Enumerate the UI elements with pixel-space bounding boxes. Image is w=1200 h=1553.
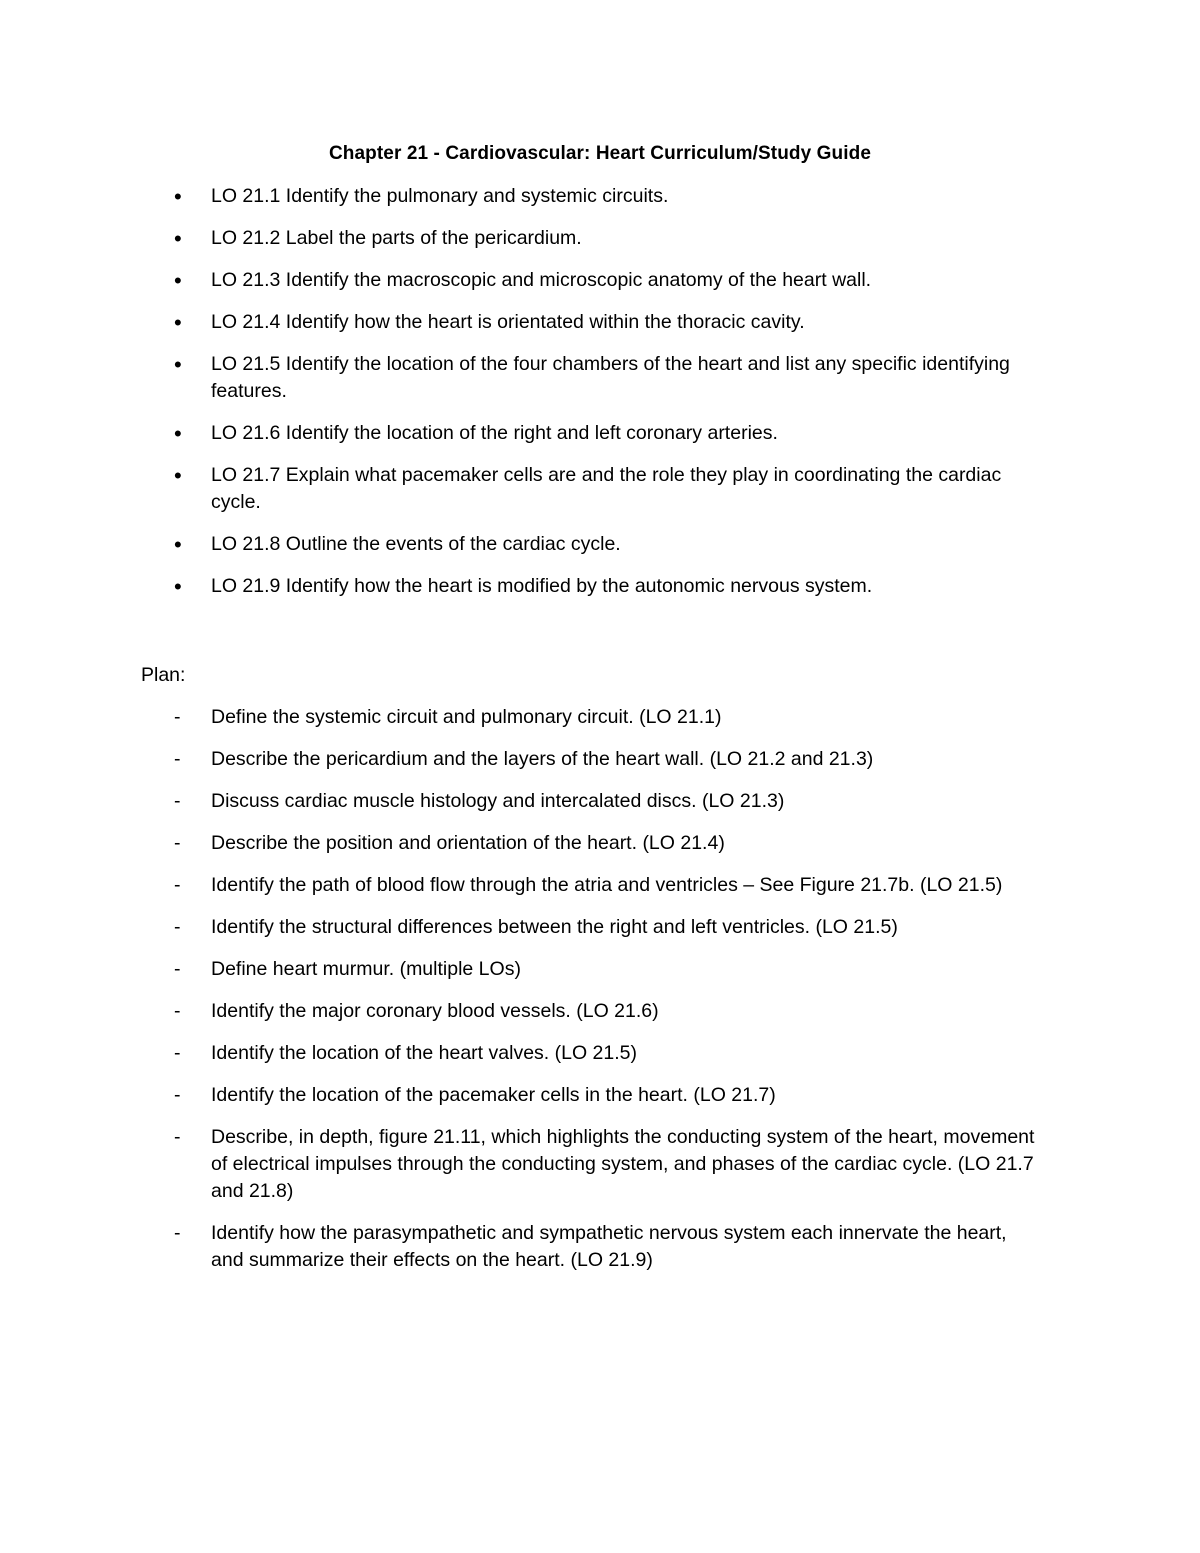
dash-icon: - <box>174 916 181 938</box>
learning-objective-item <box>0 573 1041 600</box>
plan-item <box>0 956 1041 983</box>
plan-item <box>0 1124 1041 1205</box>
learning-objective-text: LO 21.9 Identify how the heart is modified by the autonomic nervous system. <box>211 575 873 597</box>
page-title: Chapter 21 - Cardiovascular: Heart Curriculum/Study Guide <box>328 143 872 164</box>
learning-objective-item <box>0 420 1041 447</box>
learning-objective-item <box>0 351 1041 405</box>
plan-list <box>0 704 1041 1289</box>
bullet-icon: • <box>174 184 182 209</box>
learning-objective-item <box>0 225 1041 252</box>
learning-objective-text: LO 21.8 Outline the events of the cardiac cycle. <box>211 533 621 555</box>
learning-objective-text: LO 21.4 Identify how the heart is orientated within the thoracic cavity. <box>211 311 805 333</box>
plan-item-text: Identify the path of blood flow through the atria and ventricles – See Figure 21.7b. (LO 21.5) <box>211 874 1003 896</box>
learning-objective-text: LO 21.7 Explain what pacemaker cells are and the role they play in coordinating the cardiac cycle. <box>211 464 1002 513</box>
plan-item-text: Identify the location of the heart valves. (LO 21.5) <box>211 1042 637 1064</box>
learning-objective-text: LO 21.3 Identify the macroscopic and microscopic anatomy of the heart wall. <box>211 269 872 291</box>
plan-item <box>0 830 1041 857</box>
learning-objective-item <box>0 531 1041 558</box>
dash-icon: - <box>174 1222 181 1244</box>
plan-item-text: Describe the position and orientation of the heart. (LO 21.4) <box>211 832 725 854</box>
dash-icon: - <box>174 1126 181 1148</box>
bullet-icon: • <box>174 574 182 599</box>
plan-item <box>0 872 1041 899</box>
learning-objective-item <box>0 309 1041 336</box>
plan-item-text: Identify the structural differences between the right and left ventricles. (LO 21.5) <box>211 916 898 938</box>
bullet-icon: • <box>174 463 182 488</box>
learning-objective-text: LO 21.1 Identify the pulmonary and systemic circuits. <box>211 185 669 207</box>
plan-item <box>0 704 1041 731</box>
plan-item <box>0 746 1041 773</box>
dash-icon: - <box>174 1000 181 1022</box>
plan-item-text: Identify the location of the pacemaker cells in the heart. (LO 21.7) <box>211 1084 776 1106</box>
plan-item-text: Identify the major coronary blood vessels. (LO 21.6) <box>211 1000 659 1022</box>
plan-item <box>0 1082 1041 1109</box>
plan-item-text: Identify how the parasympathetic and sympathetic nervous system each innervate the heart, and summarize their effects on the heart. (LO 21.9) <box>211 1222 1007 1271</box>
dash-icon: - <box>174 1042 181 1064</box>
plan-item <box>0 1220 1041 1274</box>
bullet-icon: • <box>174 226 182 251</box>
dash-icon: - <box>174 1084 181 1106</box>
plan-heading: Plan: <box>141 664 186 686</box>
plan-item-text: Define the systemic circuit and pulmonary circuit. (LO 21.1) <box>211 706 722 728</box>
plan-item <box>0 914 1041 941</box>
plan-item <box>0 998 1041 1025</box>
plan-item-text: Describe the pericardium and the layers of the heart wall. (LO 21.2 and 21.3) <box>211 748 874 770</box>
dash-icon: - <box>174 706 181 728</box>
plan-item-text: Define heart murmur. (multiple LOs) <box>211 958 521 980</box>
dash-icon: - <box>174 790 181 812</box>
learning-objective-text: LO 21.2 Label the parts of the pericardium. <box>211 227 582 249</box>
dash-icon: - <box>174 832 181 854</box>
learning-objective-text: LO 21.6 Identify the location of the right and left coronary arteries. <box>211 422 778 444</box>
dash-icon: - <box>174 748 181 770</box>
dash-icon: - <box>174 874 181 896</box>
plan-item <box>0 1040 1041 1067</box>
plan-item-text: Describe, in depth, figure 21.11, which highlights the conducting system of the heart, movement of electrical impulses through the conducting system, and phases of the cardiac cycle. (LO 21.7 and 21.8) <box>211 1126 1035 1202</box>
bullet-icon: • <box>174 268 182 293</box>
plan-item <box>0 788 1041 815</box>
bullet-icon: • <box>174 421 182 446</box>
learning-objective-item <box>0 183 1041 210</box>
bullet-icon: • <box>174 352 182 377</box>
plan-item-text: Discuss cardiac muscle histology and intercalated discs. (LO 21.3) <box>211 790 785 812</box>
learning-objectives-list <box>0 183 1041 615</box>
bullet-icon: • <box>174 532 182 557</box>
learning-objective-text: LO 21.5 Identify the location of the four chambers of the heart and list any specific identifying features. <box>211 353 1010 402</box>
dash-icon: - <box>174 958 181 980</box>
bullet-icon: • <box>174 310 182 335</box>
learning-objective-item <box>0 462 1041 516</box>
learning-objective-item <box>0 267 1041 294</box>
